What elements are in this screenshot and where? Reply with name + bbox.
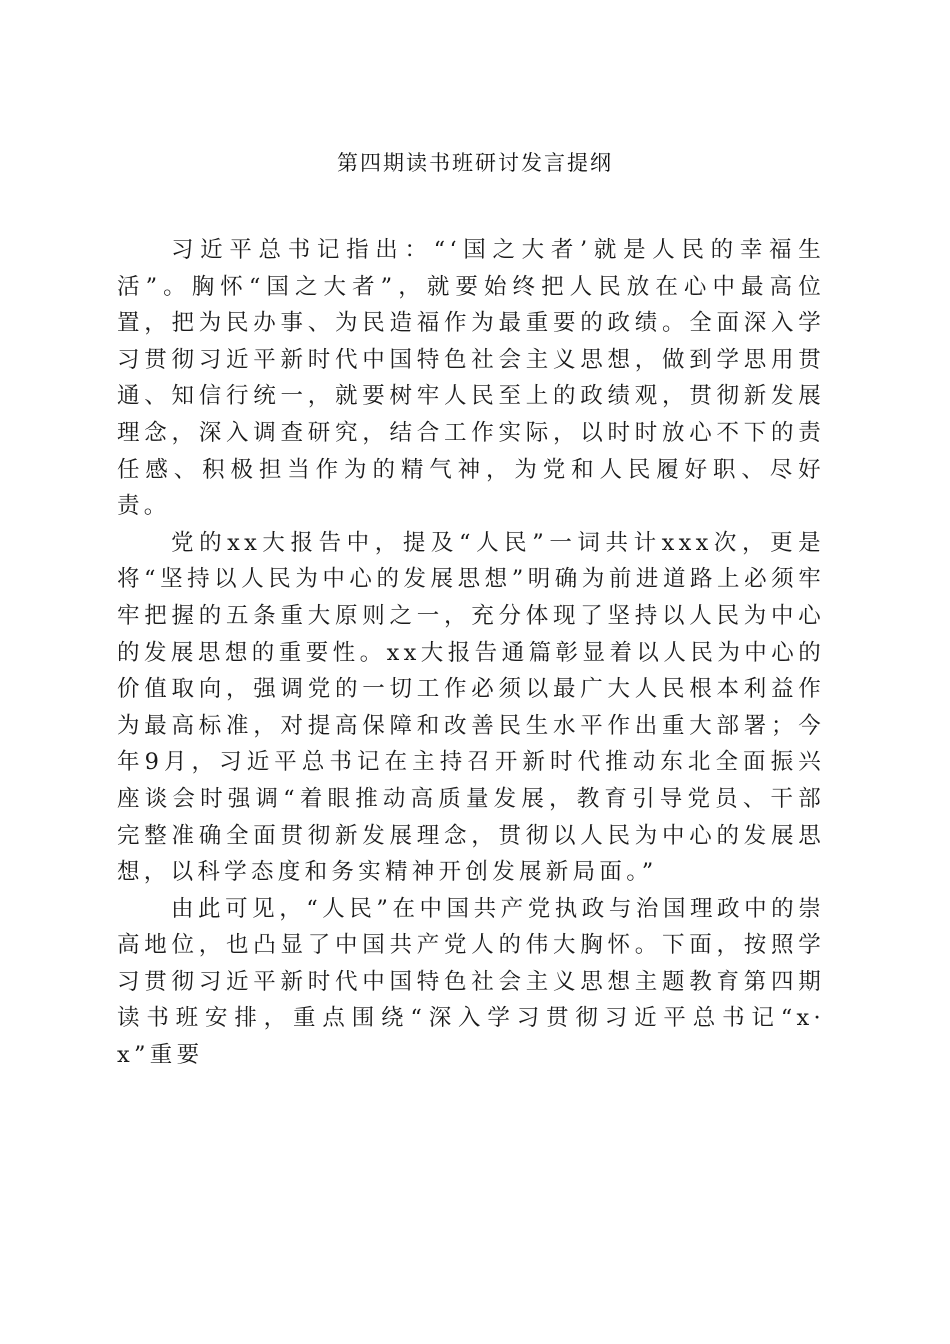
document-title: 第四期读书班研讨发言提纲 <box>337 151 613 175</box>
paragraph-3: 由此可见，“人民”在中国共产党执政与治国理政中的崇高地位，也凸显了中国共产党人的伟大胸怀。下面，按照学习贯彻习近平新时代中国特色社会主义思想主题教育第四期读书班安排，重点围绕“深入学习贯彻习近平总书记“x·x”重要 <box>117 895 825 1069</box>
paragraph-2: 党的xx大报告中，提及“人民”一词共计xxx次，更是将“坚持以人民为中心的发展思想”明确为前进道路上必须牢牢把握的五条重大原则之一，充分体现了坚持以人民为中心的发展思想的重要性。xx大报告通篇彰显着以人民为中心的价值取向，强调党的一切工作必须以最广大人民根本利益作为最高标准，对提高保障和改善民生水平作出重大部署；今年9月，习近平总书记在主持召开新时代推动东北全面振兴座谈会时强调“着眼推动高质量发展，教育引导党员、干部完整准确全面贯彻新发展理念，贯彻以人民为中心的发展思想，以科学态度和务实精神开创发展新局面。” <box>117 529 825 886</box>
paragraph-1: 习近平总书记指出：“‘国之大者’就是人民的幸福生活”。胸怀“国之大者”，就要始终把人民放在心中最高位置，把为民办事、为民造福作为最重要的政绩。全面深入学习贯彻习近平新时代中国特色社会主义思想，做到学思用贯通、知信行统一，就要树牢人民至上的政绩观，贯彻新发展理念，深入调查研究，结合工作实际，以时时放心不下的责任感、积极担当作为的精气神，为党和人民履好职、尽好责。 <box>117 237 825 520</box>
document-body <box>117 232 825 1074</box>
